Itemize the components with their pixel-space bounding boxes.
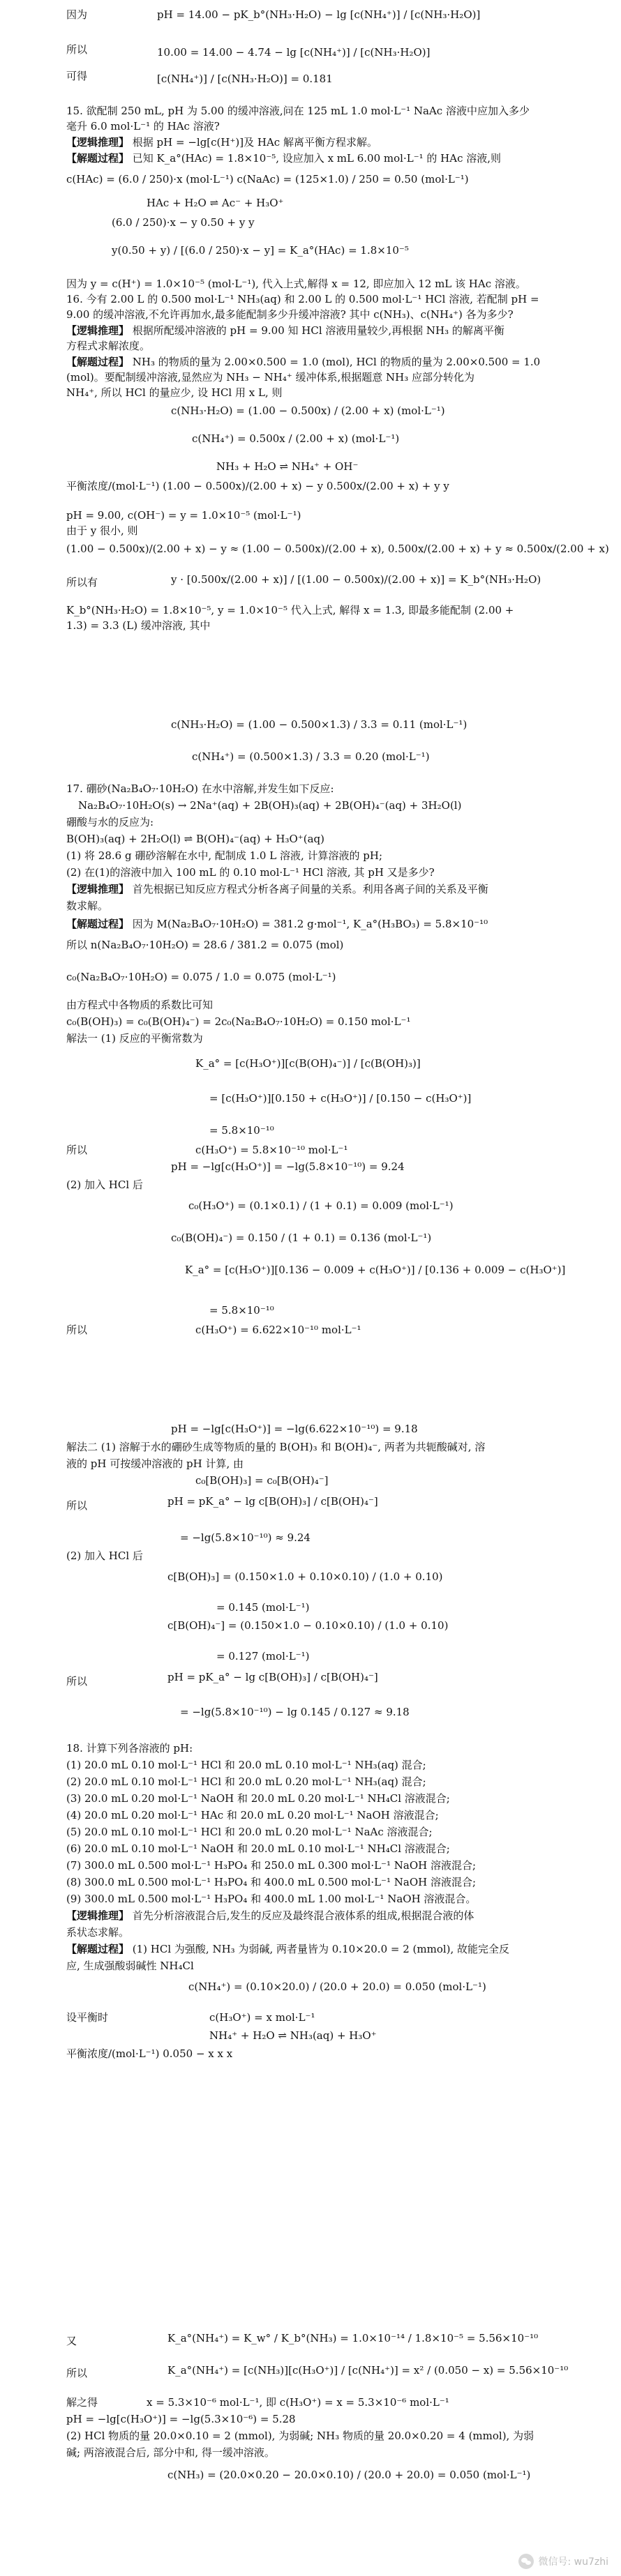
text-line: c(NH₃) = (20.0×0.20 − 20.0×0.10) / (20.0 + 20.0) = 0.050 (mol·L⁻¹) — [167, 2469, 531, 2481]
text-line: 因为 y = c(H⁺) = 1.0×10⁻⁵ (mol·L⁻¹), 代入上式,解得 x = 12, 即应加入 12 mL 该 HAc 溶液。 — [66, 278, 526, 290]
text-line: c(NH₃·H₂O) = (1.00 − 0.500x) / (2.00 + x) (mol·L⁻¹) — [171, 404, 445, 417]
text-line: 由方程式中各物质的系数比可知 — [66, 999, 214, 1011]
text-line: (mol)。要配制缓冲溶液,显然应为 NH₃ − NH₄⁺ 缓冲体系,根据题意 NH₃ 应部分转化为 — [66, 371, 475, 384]
text-line: 应, 生成强酸弱碱性 NH₄Cl — [66, 1960, 194, 1972]
text-line: y(0.50 + y) / [(6.0 / 250)·x − y] = K_a°(HAc) = 1.8×10⁻⁵ — [112, 244, 409, 257]
text-line: c[B(OH)₃] = (0.150×1.0 + 0.10×0.10) / (1.0 + 0.10) — [167, 1570, 443, 1583]
text-line: (1) 20.0 mL 0.10 mol·L⁻¹ HCl 和 20.0 mL 0.10 mol·L⁻¹ NH₃(aq) 混合; — [66, 1759, 426, 1771]
text-line: K_a° = [c(H₃O⁺)][0.136 − 0.009 + c(H₃O⁺)] / [0.136 + 0.009 − c(H₃O⁺)] — [185, 1264, 566, 1276]
text-line: 所以 — [66, 1144, 88, 1156]
text-line: (2) 加入 HCl 后 — [66, 1550, 143, 1562]
text-line: c₀(H₃O⁺) = (0.1×0.1) / (1 + 0.1) = 0.009 (mol·L⁻¹) — [188, 1199, 454, 1212]
text-line: (2) 20.0 mL 0.10 mol·L⁻¹ HCl 和 20.0 mL 0.20 mol·L⁻¹ NH₃(aq) 混合; — [66, 1775, 426, 1788]
text-line: 16. 今有 2.00 L 的 0.500 mol·L⁻¹ NH₃(aq) 和 2.00 L 的 0.500 mol·L⁻¹ HCl 溶液, 若配制 pH = — [66, 293, 539, 305]
text-line: NH₄⁺, 所以 HCl 的量应少, 设 HCl 用 x L, 则 — [66, 386, 283, 399]
text-line: (2) 加入 HCl 后 — [66, 1179, 143, 1191]
text-line: 平衡浓度/(mol·L⁻¹) (1.00 − 0.500x)/(2.00 + x) − y 0.500x/(2.00 + x) + y y — [66, 480, 449, 492]
text-line: 15. 欲配制 250 mL, pH 为 5.00 的缓冲溶液,问在 125 mL 1.0 mol·L⁻¹ NaAc 溶液中应加入多少 — [66, 105, 530, 117]
text-line: (1) 将 28.6 g 硼砂溶解在水中, 配制成 1.0 L 溶液, 计算溶液的 pH; — [66, 849, 383, 862]
text-line: pH = pK_a° − lg c[B(OH)₃] / c[B(OH)₄⁻] — [167, 1495, 378, 1508]
text-line: pH = −lg[c(H₃O⁺)] = −lg(5.8×10⁻¹⁰) = 9.24 — [171, 1160, 405, 1173]
text-line: pH = pK_a° − lg c[B(OH)₃] / c[B(OH)₄⁻] — [167, 1671, 378, 1683]
text-line: 平衡浓度/(mol·L⁻¹) 0.050 − x x x — [66, 2047, 233, 2060]
text-line: K_a°(NH₄⁺) = [c(NH₃)][c(H₃O⁺)] / [c(NH₄⁺)] = x² / (0.050 − x) = 5.56×10⁻¹⁰ — [167, 2364, 569, 2377]
text-line: 硼酸与水的反应为: — [66, 816, 154, 828]
text-line: (2) HCl 物质的量 20.0×0.10 = 2 (mmol), 为弱碱; NH₃ 物质的量 20.0×0.20 = 4 (mmol), 为弱 — [66, 2430, 534, 2442]
text-line: 碱; 两溶液混合后, 部分中和, 得一缓冲溶液。 — [66, 2446, 275, 2459]
text-line: 数求解。 — [66, 900, 109, 912]
text-line: (6) 20.0 mL 0.10 mol·L⁻¹ NaOH 和 20.0 mL 0.10 mol·L⁻¹ NH₄Cl 溶液混合; — [66, 1842, 450, 1855]
watermark-text: 微信号: wu7zhi — [538, 2556, 608, 2568]
text-line: 可得 — [66, 70, 88, 82]
wechat-icon — [518, 2554, 534, 2569]
text-line: (5) 20.0 mL 0.10 mol·L⁻¹ HCl 和 20.0 mL 0.20 mol·L⁻¹ NaAc 溶液混合; — [66, 1826, 433, 1838]
text-line: 所以 — [66, 43, 88, 56]
text-line: (9) 300.0 mL 0.500 mol·L⁻¹ H₃PO₄ 和 400.0 mL 1.00 mol·L⁻¹ NaOH 溶液混合。 — [66, 1893, 477, 1905]
text-line: 所以 n(Na₂B₄O₇·10H₂O) = 28.6 / 381.2 = 0.075 (mol) — [66, 939, 344, 951]
text-line: c(NH₄⁺) = 0.500x / (2.00 + x) (mol·L⁻¹) — [192, 432, 400, 445]
text-line: NH₃ + H₂O ⇌ NH₄⁺ + OH⁻ — [216, 460, 359, 473]
text-line: 设平衡时 — [66, 2011, 109, 2024]
text-line: K_b°(NH₃·H₂O) = 1.8×10⁻⁵, y = 1.0×10⁻⁵ 代入上式, 解得 x = 1.3, 即最多能配制 (2.00 + — [66, 604, 514, 616]
text-line: (7) 300.0 mL 0.500 mol·L⁻¹ H₃PO₄ 和 250.0 mL 0.300 mol·L⁻¹ NaOH 溶液混合; — [66, 1859, 477, 1872]
text-line: 【解题过程】 已知 K_a°(HAc) = 1.8×10⁻⁵, 设应加入 x mL 6.00 mol·L⁻¹ 的 HAc 溶液,则 — [66, 152, 502, 165]
text-line: = 0.127 (mol·L⁻¹) — [216, 1650, 310, 1662]
text-line: = 0.145 (mol·L⁻¹) — [216, 1601, 310, 1614]
text-line: 由于 y 很小, 则 — [66, 524, 138, 537]
text-line: pH = −lg[c(H₃O⁺)] = −lg(5.3×10⁻⁶) = 5.28 — [66, 2413, 296, 2425]
text-line: NH₄⁺ + H₂O ⇌ NH₃(aq) + H₃O⁺ — [209, 2029, 377, 2042]
text-line: y · [0.500x/(2.00 + x)] / [(1.00 − 0.500x)/(2.00 + x)] = K_b°(NH₃·H₂O) — [171, 573, 541, 586]
text-line: 解之得 — [66, 2396, 98, 2409]
text-line: = 5.8×10⁻¹⁰ — [209, 1124, 274, 1137]
text-line: (1.00 − 0.500x)/(2.00 + x) − y ≈ (1.00 − 0.500x)/(2.00 + x), 0.500x/(2.00 + x) + y ≈ 0.500x/(2.00 + x) — [66, 543, 609, 555]
text-line: 方程式求解浓度。 — [66, 340, 151, 352]
text-line: 解法一 (1) 反应的平衡常数为 — [66, 1032, 203, 1045]
text-line: = −lg(5.8×10⁻¹⁰) ≈ 9.24 — [180, 1531, 310, 1544]
text-line: K_a°(NH₄⁺) = K_w° / K_b°(NH₃) = 1.0×10⁻¹⁴ / 1.8×10⁻⁵ = 5.56×10⁻¹⁰ — [167, 2332, 539, 2344]
text-line: c(H₃O⁺) = x mol·L⁻¹ — [209, 2011, 315, 2024]
text-line: 系状态求解。 — [66, 1926, 130, 1939]
text-line: 【解题过程】 (1) HCl 为强酸, NH₃ 为弱碱, 两者量皆为 0.10×20.0 = 2 (mmol), 故能完全反 — [66, 1943, 510, 1955]
text-line: 【逻辑推理】 首先根据已知反应方程式分析各离子间量的关系。利用各离子间的关系及平衡 — [66, 883, 488, 895]
text-line: c(NH₃·H₂O) = (1.00 − 0.500×1.3) / 3.3 = 0.11 (mol·L⁻¹) — [171, 718, 467, 731]
text-line: 所以 — [66, 1324, 88, 1336]
text-line: [c(NH₄⁺)] / [c(NH₃·H₂O)] = 0.181 — [157, 73, 333, 85]
text-line: 10.00 = 14.00 − 4.74 − lg [c(NH₄⁺)] / [c(NH₃·H₂O)] — [157, 46, 431, 59]
text-line: HAc + H₂O ⇌ Ac⁻ + H₃O⁺ — [147, 197, 284, 209]
watermark — [518, 2554, 608, 2569]
text-line: (6.0 / 250)·x − y 0.50 + y y — [112, 216, 255, 229]
text-line: 18. 计算下列各溶液的 pH: — [66, 1742, 193, 1755]
text-line: x = 5.3×10⁻⁶ mol·L⁻¹, 即 c(H₃O⁺) = x = 5.3×10⁻⁶ mol·L⁻¹ — [147, 2396, 449, 2409]
text-line: pH = 9.00, c(OH⁻) = y = 1.0×10⁻⁵ (mol·L⁻¹) — [66, 509, 301, 522]
text-line: 所以 — [66, 2367, 88, 2379]
text-line: 【逻辑推理】 根据所配缓冲溶液的 pH = 9.00 知 HCl 溶液用量较少,再根据 NH₃ 的解离平衡 — [66, 324, 504, 337]
text-line: (8) 300.0 mL 0.500 mol·L⁻¹ H₃PO₄ 和 400.0 mL 0.500 mol·L⁻¹ NaOH 溶液混合; — [66, 1876, 477, 1888]
text-line: 所以有 — [66, 576, 98, 589]
text-line: 【解题过程】 因为 M(Na₂B₄O₇·10H₂O) = 381.2 g·mol⁻¹, K_a°(H₃BO₃) = 5.8×10⁻¹⁰ — [66, 918, 488, 930]
text-line: 解法二 (1) 溶解于水的硼砂生成等物质的量的 B(OH)₃ 和 B(OH)₄⁻, 两者为共轭酸碱对, 溶 — [66, 1441, 486, 1453]
text-line: c(H₃O⁺) = 6.622×10⁻¹⁰ mol·L⁻¹ — [195, 1324, 361, 1336]
text-line: (2) 在(1)的溶液中加入 100 mL 的 0.10 mol·L⁻¹ HCl 溶液, 其 pH 又是多少? — [66, 866, 435, 879]
text-line: 毫升 6.0 mol·L⁻¹ 的 HAc 溶液? — [66, 120, 220, 132]
text-line: 17. 硼砂(Na₂B₄O₇·10H₂O) 在水中溶解,并发生如下反应: — [66, 782, 334, 795]
text-line: (4) 20.0 mL 0.20 mol·L⁻¹ HAc 和 20.0 mL 0.20 mol·L⁻¹ NaOH 溶液混合; — [66, 1809, 439, 1821]
text-line: = −lg(5.8×10⁻¹⁰) − lg 0.145 / 0.127 ≈ 9.18 — [180, 1706, 410, 1718]
text-line: 液的 pH 可按缓冲溶液的 pH 计算, 由 — [66, 1457, 244, 1470]
text-line: c(HAc) = (6.0 / 250)·x (mol·L⁻¹) c(NaAc) = (125×1.0) / 250 = 0.50 (mol·L⁻¹) — [66, 173, 469, 185]
text-line: c(NH₄⁺) = (0.10×20.0) / (20.0 + 20.0) = 0.050 (mol·L⁻¹) — [188, 1980, 486, 1993]
text-line: B(OH)₃(aq) + 2H₂O(l) ⇌ B(OH)₄⁻(aq) + H₃O⁺(aq) — [66, 833, 324, 845]
text-line: c[B(OH)₄⁻] = (0.150×1.0 − 0.10×0.10) / (1.0 + 0.10) — [167, 1619, 449, 1632]
text-line: c₀(B(OH)₃) = c₀(B(OH)₄⁻) = 2c₀(Na₂B₄O₇·10H₂O) = 0.150 mol·L⁻¹ — [66, 1015, 411, 1028]
text-line: Na₂B₄O₇·10H₂O(s) → 2Na⁺(aq) + 2B(OH)₃(aq) + 2B(OH)₄⁻(aq) + 3H₂O(l) — [78, 799, 462, 812]
text-line: 因为 — [66, 8, 88, 21]
text-line: = 5.8×10⁻¹⁰ — [209, 1304, 274, 1317]
text-line: 【解题过程】 NH₃ 的物质的量为 2.00×0.500 = 1.0 (mol), HCl 的物质的量为 2.00×0.500 = 1.0 — [66, 356, 541, 368]
text-line: c₀[B(OH)₃] = c₀[B(OH)₄⁻] — [195, 1474, 329, 1487]
text-line: pH = 14.00 − pK_b°(NH₃·H₂O) − lg [c(NH₄⁺)] / [c(NH₃·H₂O)] — [157, 8, 481, 21]
text-line: c(H₃O⁺) = 5.8×10⁻¹⁰ mol·L⁻¹ — [195, 1144, 348, 1156]
text-line: 【逻辑推理】 根据 pH = −lg[c(H⁺)]及 HAc 解离平衡方程求解。 — [66, 136, 377, 149]
text-line: 1.3) = 3.3 (L) 缓冲溶液, 其中 — [66, 619, 211, 632]
text-line: c(NH₄⁺) = (0.500×1.3) / 3.3 = 0.20 (mol·L⁻¹) — [192, 750, 430, 763]
text-line: 所以 — [66, 1675, 88, 1688]
text-line: = [c(H₃O⁺)][0.150 + c(H₃O⁺)] / [0.150 − c(H₃O⁺)] — [209, 1092, 472, 1105]
text-line: pH = −lg[c(H₃O⁺)] = −lg(6.622×10⁻¹⁰) = 9.18 — [171, 1423, 418, 1435]
text-line: (3) 20.0 mL 0.20 mol·L⁻¹ NaOH 和 20.0 mL 0.20 mol·L⁻¹ NH₄Cl 溶液混合; — [66, 1792, 450, 1805]
text-line: c₀(B(OH)₄⁻) = 0.150 / (1 + 0.1) = 0.136 (mol·L⁻¹) — [171, 1232, 432, 1244]
text-line: 又 — [66, 2335, 77, 2347]
text-line: K_a° = [c(H₃O⁺)][c(B(OH)₄⁻)] / [c(B(OH)₃)] — [195, 1057, 421, 1070]
text-line: c₀(Na₂B₄O₇·10H₂O) = 0.075 / 1.0 = 0.075 (mol·L⁻¹) — [66, 971, 336, 983]
text-line: 9.00 的缓冲溶液,不允许再加水,最多能配制多少升缓冲溶液? 其中 c(NH₃)、c(NH₄⁺) 各为多少? — [66, 308, 514, 321]
text-line: 【逻辑推理】 首先分析溶液混合后,发生的反应及最终混合液体系的组成,根据混合液的体 — [66, 1909, 474, 1922]
text-line: 所以 — [66, 1499, 88, 1512]
